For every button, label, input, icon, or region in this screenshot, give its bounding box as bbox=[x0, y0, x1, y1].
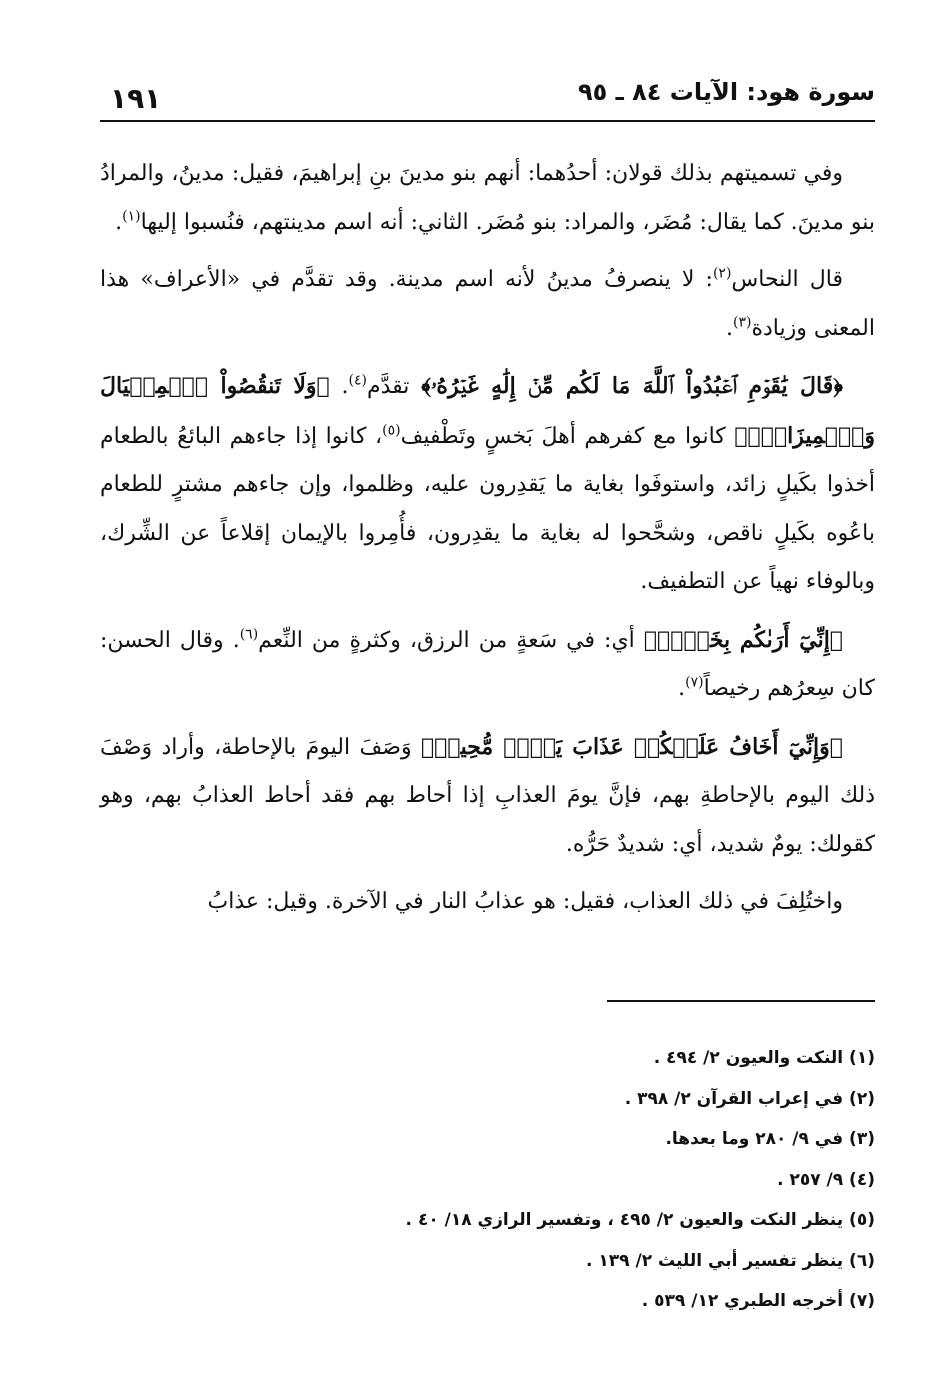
footnote-ref: (١) bbox=[122, 208, 141, 225]
paragraph-text: وَصَفَ اليومَ بالإحاطة، وأراد وَصْفَ ذلك اليوم بالإحاطةِ بهم، فإنَّ يومَ العذابِ إذا أحاط بهم فقد أحاط العذابُ بهم، وهو كقولك: يومٌ شديد، أي: شديدٌ حَرُّه. bbox=[100, 734, 875, 857]
paragraph-text: واختُلِفَ في ذلك العذاب، فقيل: هو عذابُ النار في الآخرة. وقيل: عذابُ bbox=[207, 889, 843, 914]
footnote-divider bbox=[607, 1000, 875, 1002]
footnote-1: (١) النكت والعيون ٢/ ٤٩٤ . bbox=[653, 1048, 875, 1068]
paragraph-text: ، كانوا إذا جاءهم البائعُ بالطعام أخذوا بكَيلٍ زائد، واستوفَوا بغاية ما يَقدِرون عليه، وظلموا، وإن جاءهم مشترٍ للطعام باعُوه بكَيلٍ ناقص، وشحَّحوا له بغاية ما يقدِرون، فأُمِروا بالإيمان إقلاعاً عن الشِّرك، وبالوفاء نهياً عن التطفيف. bbox=[100, 423, 875, 594]
paragraph-text: : لا ينصرفُ مدينُ لأنه اسم مدينة. وقد تقدَّم في «الأعراف» هذا المعنى وزيادة bbox=[100, 267, 875, 341]
footnotes bbox=[100, 1038, 875, 1322]
footnote-ref: (٤) bbox=[348, 372, 367, 389]
quran-verse: ﴿إِنِّيٓ أَرَىٰكُم بِخَيۡرٖ﴾ bbox=[643, 626, 844, 653]
footnote-ref: (٢) bbox=[712, 265, 732, 282]
footnote-2: (٢) في إعراب القرآن ٢/ ٣٩٨ . bbox=[624, 1088, 875, 1109]
footnote-ref: (٦) bbox=[239, 626, 259, 643]
footnote-3: (٣) في ٩/ ٢٨٠ وما بعدها. bbox=[665, 1129, 875, 1149]
paragraph-3 bbox=[100, 362, 875, 607]
footnote-6: (٦) ينظر تفسير أبي الليث ٢/ ١٣٩ . bbox=[586, 1250, 875, 1271]
page-header bbox=[100, 68, 875, 122]
paragraph-text: . وقال الحسن: كان سِعرُهم رخيصاً bbox=[100, 627, 875, 701]
footnote-5: (٥) ينظر النكت والعيون ٢/ ٤٩٥ ، وتفسير الرازي ١٨/ ٤٠ . bbox=[405, 1210, 875, 1230]
paragraph-2 bbox=[100, 256, 875, 353]
paragraph-text: . bbox=[329, 374, 349, 399]
paragraph-text: وفي تسميتهم بذلك قولان: أحدُهما: أنهم بنو مدينَ بنِ إبراهيمَ، فقيل: مدينُ، والمرادُ بنو مدينَ. كما يقال: مُضَر، والمراد: بنو مُضَر. الثاني: أنه اسم مدينتهم، فنُسبوا إليها bbox=[100, 161, 875, 235]
paragraph-text: قال النحاس bbox=[731, 267, 843, 292]
quran-verse: ﴿وَلَا تَنقُصُواْ ٱلۡمِكۡيَالَ وَٱلۡمِيزَانَۖ﴾ bbox=[100, 373, 876, 449]
paragraph-1 bbox=[100, 150, 875, 247]
quran-verse: ﴿قَالَ يَٰقَوۡمِ ٱعۡبُدُواْ ٱللَّهَ مَا لَكُم مِّنۡ إِلَٰهٍ غَيۡرُهُۥ﴾ bbox=[421, 373, 843, 399]
paragraph-4 bbox=[100, 616, 875, 714]
paragraph-end: . bbox=[726, 315, 734, 341]
main-text bbox=[100, 150, 875, 936]
paragraph-text: تقدَّم bbox=[366, 374, 422, 399]
paragraph-text: أي: في سَعةٍ من الرزق، وكثرةٍ من النِّعم bbox=[258, 627, 644, 653]
footnote-4: (٤) ٩/ ٢٥٧ . bbox=[777, 1169, 875, 1190]
page-number: ١٩١ bbox=[110, 82, 162, 115]
running-title: سورة هود: الآيات ٨٤ ـ ٩٥ bbox=[577, 78, 875, 106]
footnote-7: (٧) أخرجه الطبري ١٢/ ٥٣٩ . bbox=[641, 1291, 875, 1311]
paragraph-end: . bbox=[115, 209, 123, 235]
paragraph-text: كانوا مع كفرهم أهلَ بَخسٍ وتَطْفيف bbox=[400, 423, 735, 449]
quran-verse: ﴿وَإِنِّيٓ أَخَافُ عَلَيۡكُمۡ عَذَابَ يَوۡمٖ مُّحِيطٖ﴾ bbox=[420, 733, 843, 760]
paragraph-end: . bbox=[678, 676, 686, 701]
footnote-ref: (٧) bbox=[685, 674, 704, 691]
footnote-ref: (٣) bbox=[733, 314, 752, 331]
paragraph-6 bbox=[100, 878, 875, 927]
footnote-ref: (٥) bbox=[382, 422, 401, 439]
paragraph-5 bbox=[100, 723, 875, 870]
